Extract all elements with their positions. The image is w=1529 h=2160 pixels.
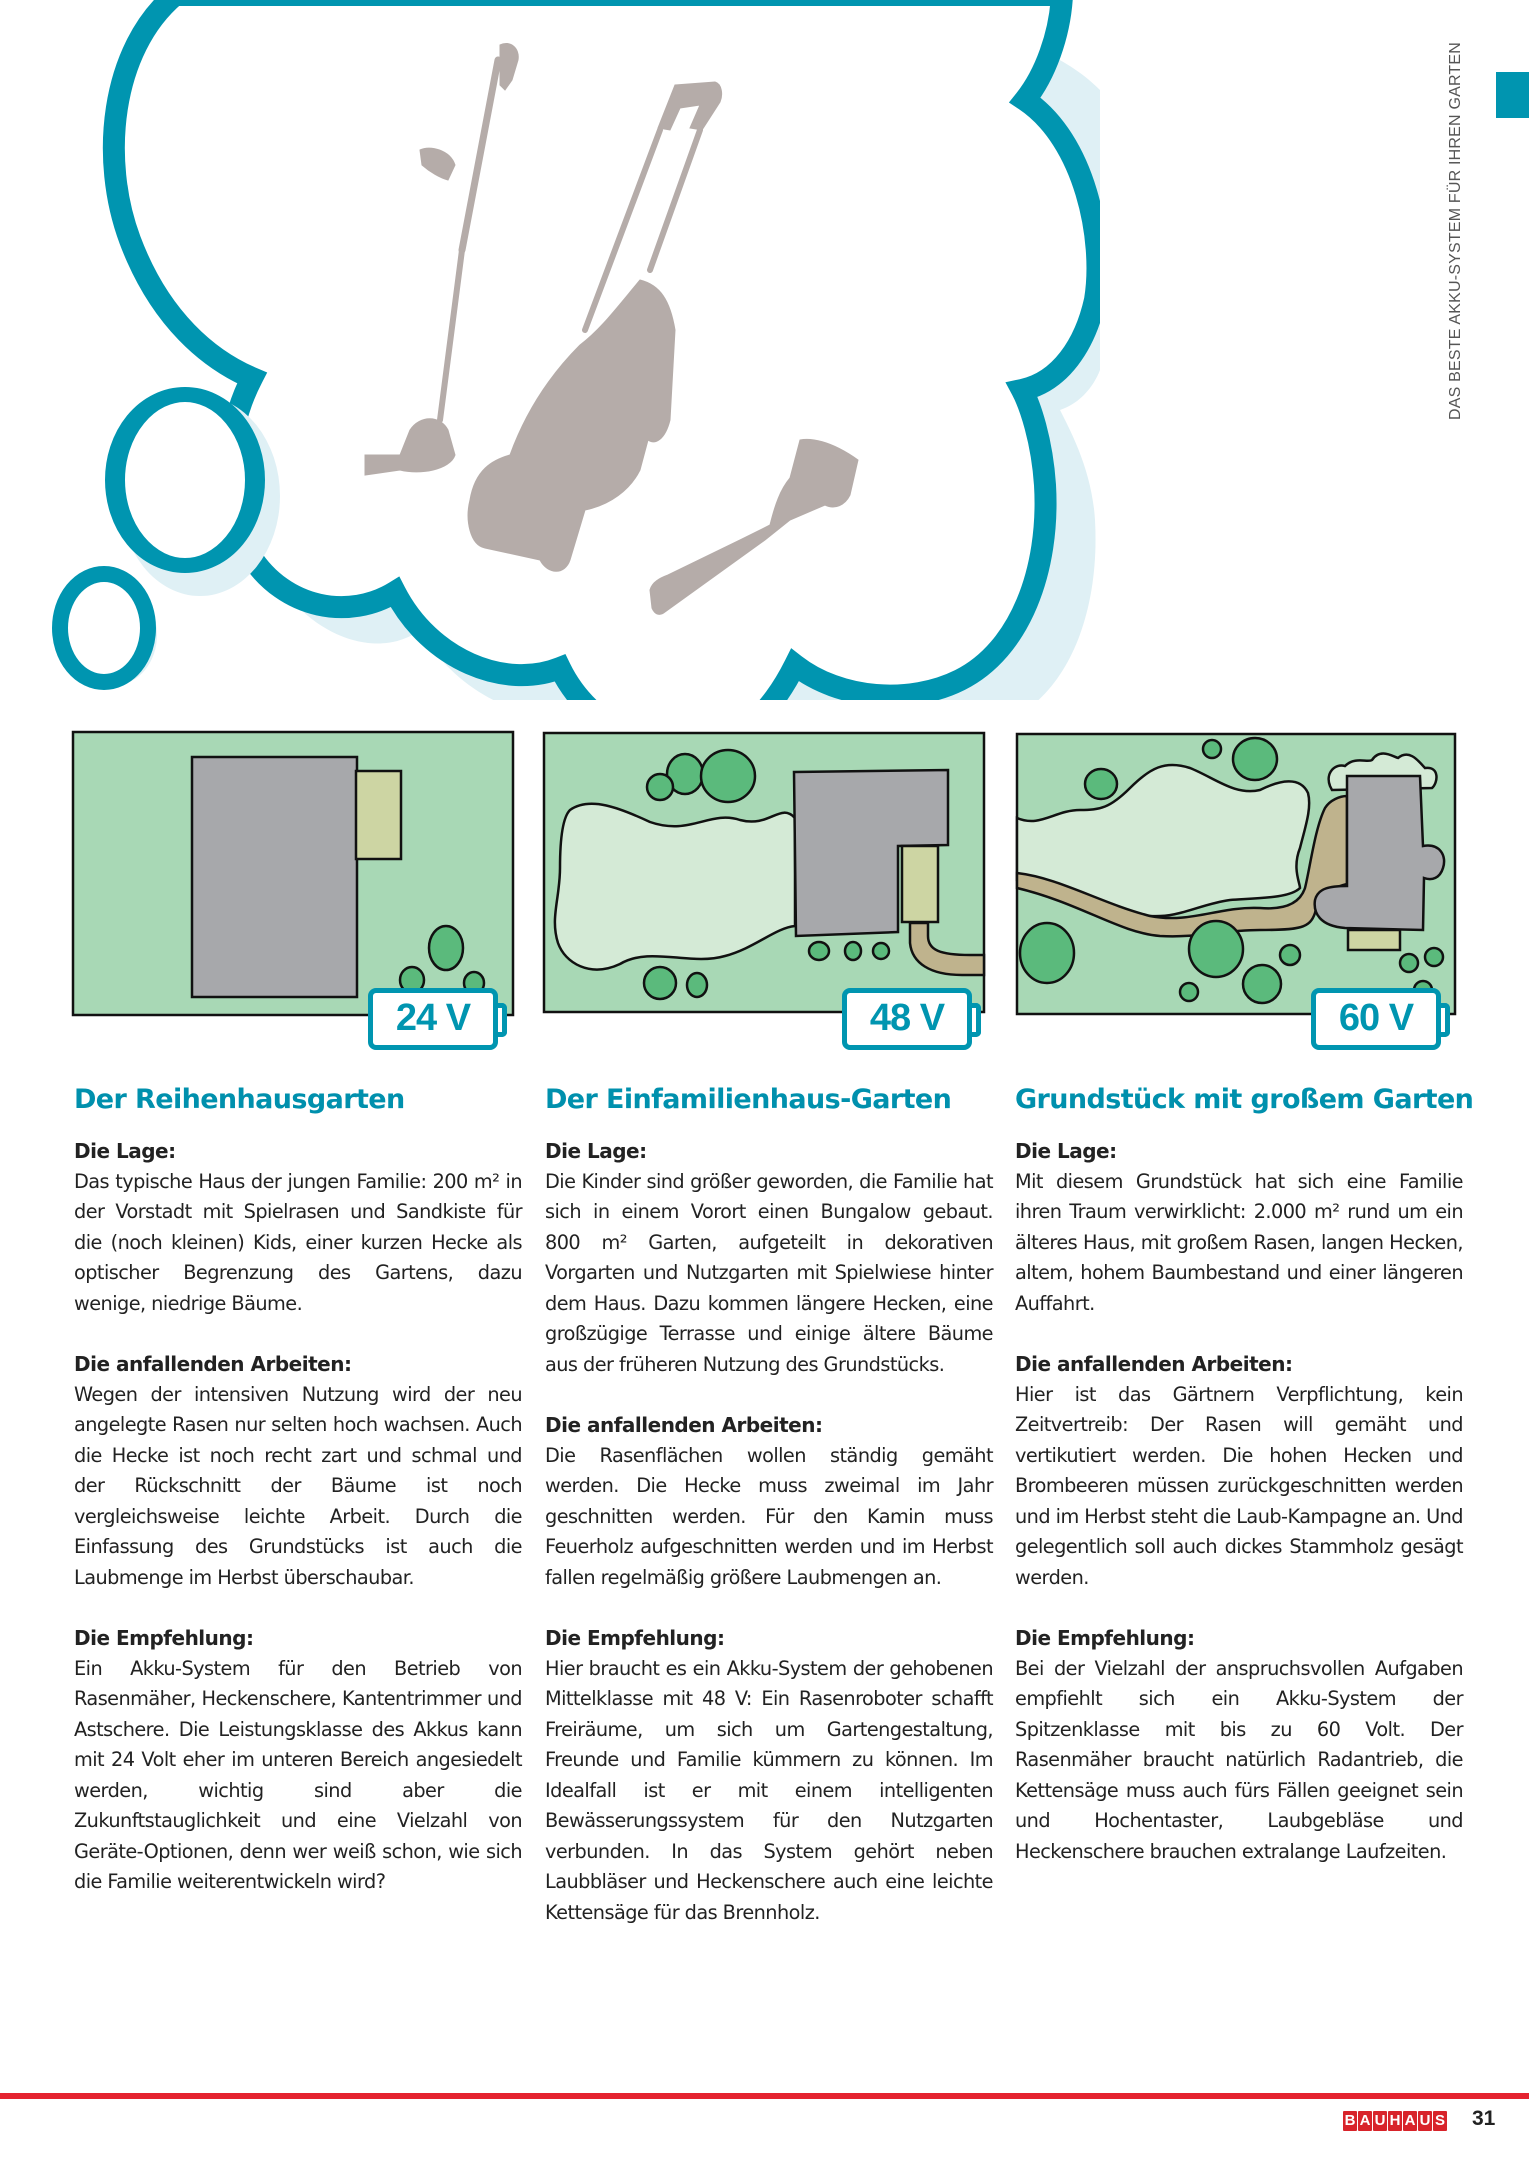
terrace — [902, 846, 938, 922]
tree — [687, 973, 707, 997]
page-number: 31 — [1472, 2107, 1496, 2130]
tree — [429, 926, 463, 970]
terrace — [1348, 930, 1400, 950]
section-heading: Die Lage: — [545, 1139, 647, 1163]
section-heading: Die Lage: — [1015, 1139, 1117, 1163]
bubble-small — [60, 574, 148, 682]
section-body: Die Kinder sind größer geworden, die Familie hat sich in einem Vorort einen Bungalow gebaut. 800 m² Garten, aufgeteilt in dekorativen Vorgarten und Nutzgarten mit Spielwiese hinter dem Haus. Dazu kommen längere Hecken, eine großzügige Terrasse und einige ältere Bäume aus der früheren Nutzung des Grundstücks. — [545, 1169, 993, 1376]
voltage-label: 48 V — [869, 997, 945, 1039]
logo-letter: B — [1344, 2112, 1356, 2129]
house — [192, 757, 357, 997]
section-heading: Die Lage: — [74, 1139, 176, 1163]
tree — [1280, 945, 1300, 965]
logo-letter: H — [1389, 2112, 1401, 2129]
section-heading: Die anfallenden Arbeiten: — [1015, 1352, 1293, 1376]
section-heading: Die Empfehlung: — [1015, 1626, 1195, 1650]
tree — [701, 750, 755, 802]
logo-letter: A — [1404, 2112, 1416, 2129]
section-body: Ein Akku-System für den Betrieb von Rasenmäher, Heckenschere, Kantentrimmer und Astschere. Die Leistungsklasse des Akkus kann mit 24 Volt eher im unteren Bereich angesiedelt werden, wichtig sind aber die Zukunftstauglichkeit und eine Vielzahl von Geräte-Optionen, denn wer weiß schon, wie sich die Familie weiterentwickeln wird? — [74, 1656, 522, 1893]
tree — [1400, 954, 1418, 972]
logo-letter: S — [1434, 2112, 1445, 2129]
tree — [1233, 738, 1277, 780]
section-heading: Die anfallenden Arbeiten: — [545, 1413, 823, 1437]
section-heading: Die Empfehlung: — [74, 1626, 254, 1650]
section-body: Die Rasenflächen wollen ständig gemäht werden. Die Hecke muss zweimal im Jahr geschnitten werden. Für den Kamin muss Feuerholz aufgeschnitten werden und im Herbst fallen regelmäßig größere Laubmengen an. — [545, 1443, 993, 1589]
column-title: Grundstück mit großem Garten — [1015, 1084, 1474, 1115]
tree — [845, 942, 861, 960]
tree — [809, 942, 829, 960]
tree — [644, 967, 676, 999]
column-einfamilienhaus-garten — [545, 1082, 993, 1958]
bauhaus-logo — [1343, 2111, 1447, 2131]
section-heading: Die anfallenden Arbeiten: — [74, 1352, 352, 1376]
bubble-large — [115, 395, 255, 566]
tree — [1085, 769, 1117, 799]
section-body: Wegen der intensiven Nutzung wird der neu angelegte Rasen nur selten hoch wachsen. Auch die Hecke ist noch recht zart und schmal und der Rückschnitt der Bäume ist noch vergleichsweise leichte Arbeit. Durch die Einfassung des Grundstücks ist auch die Laubmenge im Herbst überschaubar. — [74, 1382, 522, 1589]
tree — [647, 774, 673, 800]
logo-letter: A — [1359, 2112, 1371, 2129]
section-side-label: DAS BESTE AKKU-SYSTEM FÜR IHREN GARTEN — [1447, 41, 1464, 420]
column-title: Der Einfamilienhaus-Garten — [545, 1084, 952, 1115]
tree — [1203, 740, 1221, 758]
tree — [1180, 983, 1198, 1001]
battery-badge-24v — [368, 988, 514, 1056]
battery-badge-60v — [1311, 988, 1457, 1056]
tree — [1243, 965, 1281, 1003]
section-body: Mit diesem Grundstück hat sich eine Familie ihren Traum verwirklicht: 2.000 m² rund um ein älteres Haus, mit großem Rasen, langen Hecken, altem, hohem Baumbestand und einer längeren Auffahrt. — [1015, 1169, 1463, 1315]
tree — [873, 943, 889, 959]
tree — [1189, 921, 1243, 977]
voltage-label: 24 V — [395, 997, 471, 1039]
footer-rule — [0, 2093, 1529, 2099]
column-reihenhausgarten — [74, 1082, 522, 1928]
logo-letter: U — [1374, 2112, 1386, 2129]
section-body: Hier braucht es ein Akku-System der gehobenen Mittelklasse mit 48 V: Ein Rasenroboter schafft Freiräume, um sich um Gartengestaltung, Freunde und Familie kümmern zu können. Im Idealfall ist er mit einem intelligenten Bewässerungssystem für den Nutzgarten verbunden. In das System gehört neben Laubbläser und Heckenschere auch eine leichte Kettensäge für das Brennholz. — [545, 1656, 993, 1924]
column-grundstueck-grosser-garten — [1015, 1082, 1474, 1897]
logo-letter: U — [1419, 2112, 1431, 2129]
tree — [1425, 948, 1443, 966]
section-body: Hier ist das Gärtnern Verpflichtung, kein Zeitvertreib: Der Rasen will gemäht und vertikutiert werden. Die hohen Hecken und Brombeeren müssen zurückgeschnitten werden und im Herbst steht die Laub-Kampagne an. Und gelegentlich soll auch dickes Stammholz gesägt werden. — [1015, 1382, 1463, 1589]
section-tab-marker — [1496, 72, 1529, 118]
tree — [1020, 923, 1074, 983]
column-title: Der Reihenhausgarten — [74, 1084, 405, 1115]
section-body: Das typische Haus der jungen Familie: 200 m² in der Vorstadt mit Spielrasen und Sandkiste für die (noch kleinen) Kids, einer kurzen Hecke als optischer Begrenzung des Gartens, dazu wenige, niedrige Bäume. — [74, 1169, 522, 1315]
section-body: Bei der Vielzahl der anspruchsvollen Aufgaben empfiehlt sich ein Akku-System der Spitzenklasse mit bis zu 60 Volt. Der Rasenmäher braucht natürlich Radantrieb, die Kettensäge muss auch fürs Fällen geeignet sein und Hochentaster, Laubgebläse und Heckenschere brauchen extralange Laufzeiten. — [1015, 1656, 1463, 1863]
terrace — [356, 771, 401, 859]
voltage-label: 60 V — [1338, 997, 1414, 1039]
battery-badge-48v — [842, 988, 988, 1056]
section-heading: Die Empfehlung: — [545, 1626, 725, 1650]
thought-cloud-illustration — [0, 0, 1100, 700]
